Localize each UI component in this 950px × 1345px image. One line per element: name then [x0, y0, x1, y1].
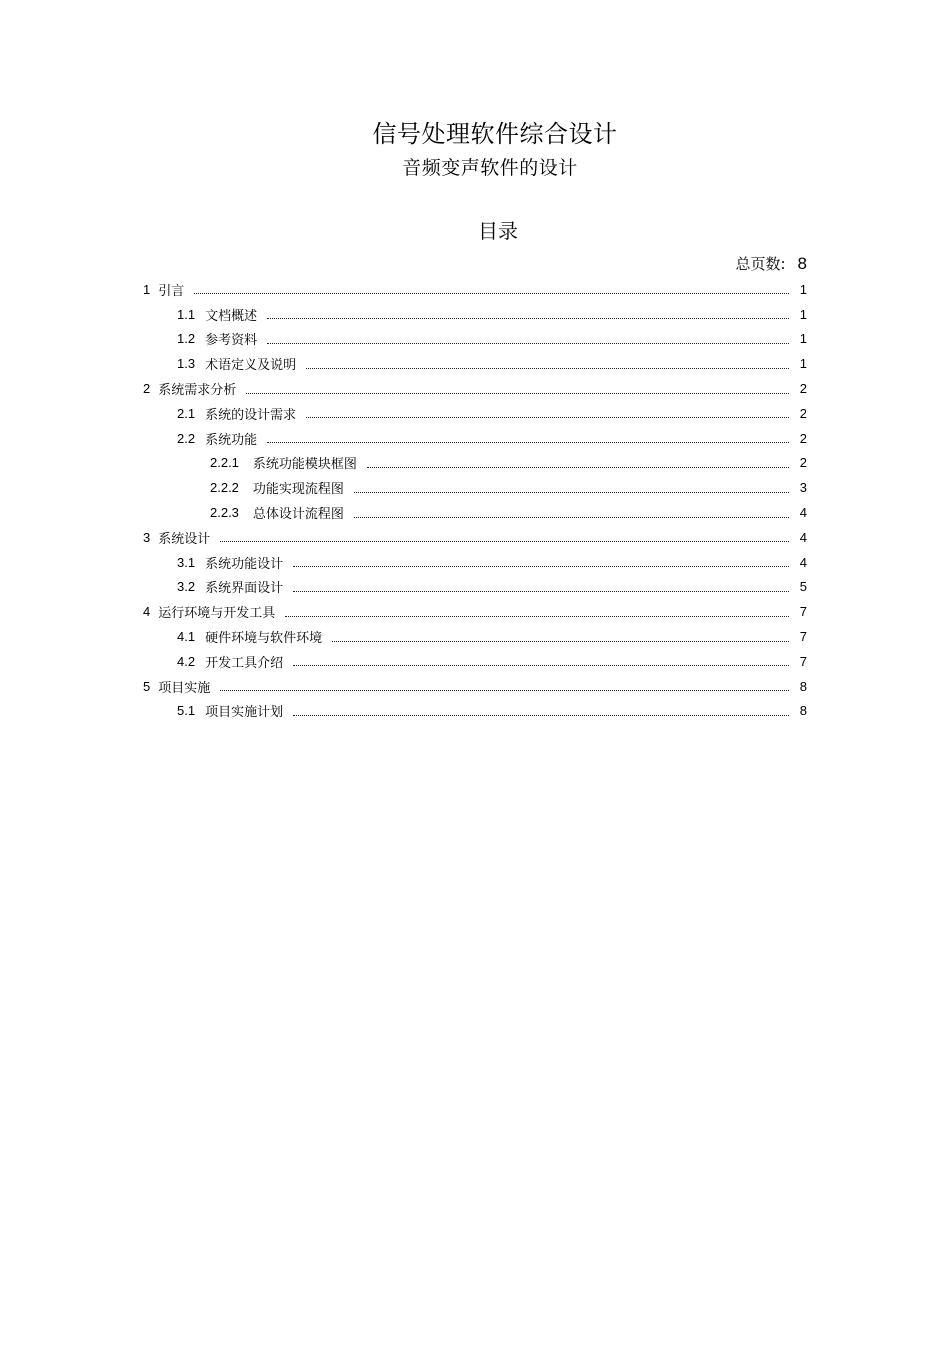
toc-entry-page: 1: [799, 356, 807, 372]
document-subtitle: 音频变声软件的设计: [402, 157, 578, 179]
toc-entry-page: 4: [799, 505, 807, 521]
toc-entry[interactable]: [143, 699, 807, 724]
toc-dot-leader: [293, 590, 789, 592]
toc-entry[interactable]: [143, 302, 807, 327]
toc-dot-leader: [285, 615, 789, 617]
toc-dot-leader: [267, 342, 789, 344]
toc-entry-number: 1.1: [177, 306, 196, 322]
total-pages-value: 8: [797, 254, 807, 273]
toc-dot-leader: [306, 367, 789, 369]
toc-entry-label: 引言: [158, 283, 185, 299]
toc-entry-page: 8: [799, 678, 807, 694]
toc-entry[interactable]: [143, 277, 807, 302]
toc-entry-label: 系统功能设计: [205, 556, 284, 572]
toc-entry-number: 1.3: [177, 356, 196, 372]
toc-entry-page: 7: [799, 604, 807, 620]
toc-entry-label: 系统功能模块框图: [252, 457, 357, 473]
toc-entry-label: 参考资料: [205, 333, 258, 349]
toc-entry-page: 8: [799, 703, 807, 719]
toc-entry-label: 系统的设计需求: [205, 407, 297, 423]
toc-entry-page: 4: [799, 529, 807, 545]
toc-entry-number: 3: [143, 529, 151, 545]
toc-entry-number: 3.1: [177, 554, 196, 570]
toc-dot-leader: [354, 516, 789, 518]
toc-dot-leader: [293, 714, 789, 716]
toc-entry-label: 项目实施: [158, 680, 211, 696]
toc-entry-number: 2.2: [177, 430, 196, 446]
toc-entry-page: 2: [799, 455, 807, 471]
toc-entry-page: 1: [799, 331, 807, 347]
toc-entry-number: 1.2: [177, 331, 196, 347]
toc-entry-page: 1: [799, 306, 807, 322]
toc-entry-page: 2: [799, 430, 807, 446]
toc-entry-page: 5: [799, 579, 807, 595]
toc-entry[interactable]: [143, 451, 807, 476]
toc-entry-label: 开发工具介绍: [205, 655, 284, 671]
toc-entry[interactable]: [143, 401, 807, 426]
toc-entry-page: 3: [799, 480, 807, 496]
toc-entry[interactable]: [143, 351, 807, 376]
toc-entry-number: 2.2.1: [210, 455, 239, 471]
toc-entry-page: 7: [799, 629, 807, 645]
toc-entry-page: 2: [799, 381, 807, 397]
toc-entry-label: 系统需求分析: [158, 383, 237, 399]
toc-dot-leader: [293, 664, 789, 666]
toc-entry[interactable]: [143, 475, 807, 500]
toc-dot-leader: [220, 540, 789, 542]
toc-entry-number: 5.1: [177, 703, 196, 719]
toc-entry-page: 4: [799, 554, 807, 570]
toc-entry[interactable]: [143, 575, 807, 600]
toc-entry-number: 1: [143, 281, 151, 297]
toc-entry-label: 系统设计: [158, 531, 211, 547]
toc-dot-leader: [354, 491, 789, 493]
total-pages: [735, 253, 807, 274]
toc-entry-number: 2.2.3: [210, 505, 239, 521]
toc-entry-label: 总体设计流程图: [252, 507, 344, 523]
toc-dot-leader: [293, 565, 789, 567]
toc-dot-leader: [367, 466, 789, 468]
toc-entry-label: 功能实现流程图: [252, 482, 344, 498]
toc-entry[interactable]: [143, 599, 807, 624]
toc-entry-number: 2: [143, 381, 151, 397]
toc-dot-leader: [220, 689, 789, 691]
toc-entry-page: 1: [799, 281, 807, 297]
document-title: 信号处理软件综合设计: [372, 120, 618, 148]
toc-dot-leader: [246, 392, 789, 394]
toc-entry-number: 3.2: [177, 579, 196, 595]
toc-entry-label: 系统功能: [205, 432, 258, 448]
toc-entry[interactable]: [143, 500, 807, 525]
toc-dot-leader: [306, 416, 789, 418]
toc-entry-label: 项目实施计划: [205, 705, 284, 721]
toc-entry-label: 文档概述: [205, 308, 258, 324]
toc-entry-number: 4.2: [177, 653, 196, 669]
toc-entry[interactable]: [143, 649, 807, 674]
total-pages-label: 总页数:: [735, 255, 786, 273]
toc-dot-leader: [267, 441, 789, 443]
toc-entry[interactable]: [143, 376, 807, 401]
toc-entry-number: 4.1: [177, 629, 196, 645]
toc-entry[interactable]: [143, 674, 807, 699]
toc-dot-leader: [194, 292, 789, 294]
toc-entry[interactable]: [143, 426, 807, 451]
toc-entry-page: 7: [799, 653, 807, 669]
toc-entry-label: 术语定义及说明: [205, 358, 297, 374]
toc-entry-page: 2: [799, 405, 807, 421]
toc-entry[interactable]: [143, 525, 807, 550]
toc-entry[interactable]: [143, 327, 807, 352]
toc-entry-label: 硬件环境与软件环境: [205, 631, 323, 647]
table-of-contents: [143, 277, 807, 723]
toc-entry-number: 2.1: [177, 405, 196, 421]
toc-entry[interactable]: [143, 550, 807, 575]
toc-entry[interactable]: [143, 624, 807, 649]
toc-dot-leader: [332, 640, 789, 642]
toc-entry-number: 2.2.2: [210, 480, 239, 496]
toc-entry-label: 系统界面设计: [205, 581, 284, 597]
toc-entry-number: 4: [143, 604, 151, 620]
toc-heading: 目录: [478, 219, 518, 243]
toc-dot-leader: [267, 317, 789, 319]
toc-entry-label: 运行环境与开发工具: [158, 606, 276, 622]
toc-entry-number: 5: [143, 678, 151, 694]
